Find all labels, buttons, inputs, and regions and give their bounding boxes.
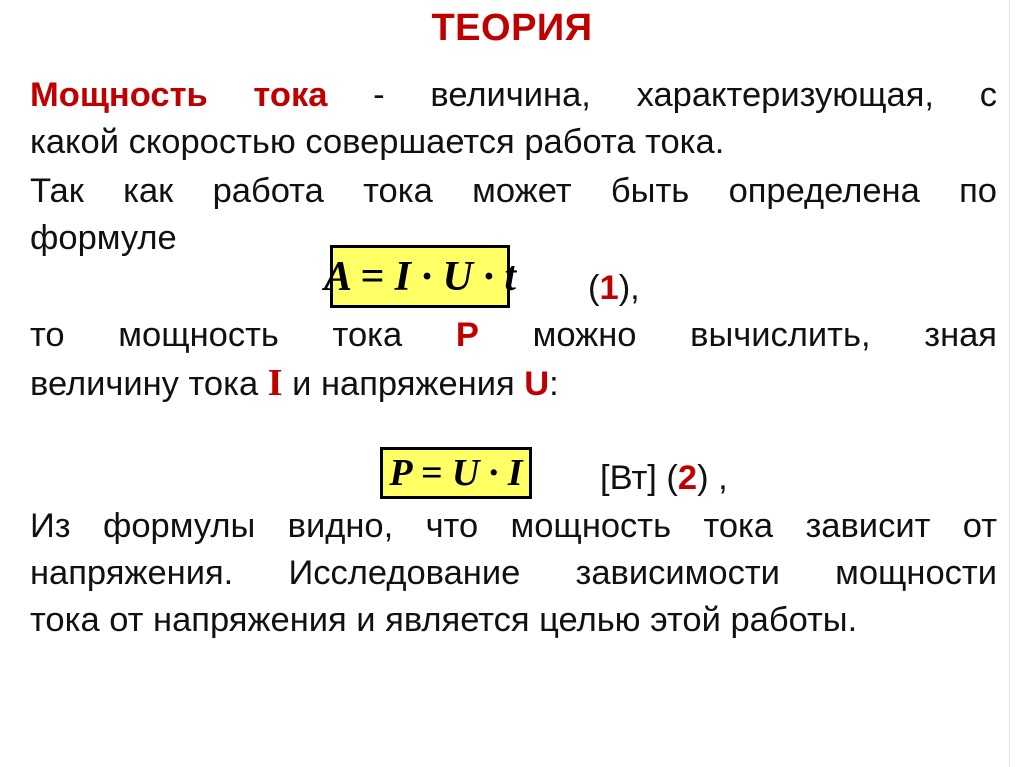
- formula-power: P = U · I: [380, 447, 532, 499]
- line6-part-b: и напряжения: [282, 365, 525, 403]
- eq2-open: (: [656, 459, 678, 497]
- line5-part-a: то мощность тока: [30, 316, 456, 354]
- eq2-number: 2: [677, 459, 698, 497]
- conclusion-line-1: Из формулы видно, что мощность тока зависит от: [30, 507, 997, 545]
- symbol-I: I: [267, 362, 283, 404]
- eq2-close: ) ,: [697, 459, 728, 497]
- equation-number-2: [600, 455, 728, 502]
- slide-title: ТЕОРИЯ: [431, 7, 593, 49]
- line6-part-c: :: [549, 365, 559, 403]
- slide-edge-rule: [1009, 0, 1010, 767]
- paragraph-line-6: [30, 360, 997, 408]
- definition-line-1: [30, 72, 997, 119]
- paragraph-line-4: формуле: [30, 219, 177, 257]
- conclusion-line-2: напряжения. Исследование зависимости мощности: [30, 554, 997, 592]
- formula-work: A = I · U · t: [330, 245, 510, 308]
- definition-line-2: какой скоростью совершается работа тока.: [30, 123, 725, 161]
- symbol-U: U: [524, 365, 550, 403]
- definition-rest: - величина, характеризующая, с: [327, 76, 997, 114]
- equation-number-1: [588, 265, 640, 312]
- line6-part-a: величину тока: [30, 365, 268, 403]
- unit-watt: [Вт]: [600, 459, 657, 497]
- eq1-number: 1: [599, 269, 619, 307]
- term-power: Мощность тока: [30, 76, 328, 114]
- line5-part-b: можно вычислить, зная: [478, 316, 997, 354]
- symbol-P: P: [455, 316, 479, 354]
- paragraph-line-5: [30, 312, 997, 359]
- eq1-close: ),: [618, 269, 640, 307]
- conclusion-line-3: тока от напряжения и является целью этой работы.: [30, 601, 858, 639]
- paragraph-line-3: Так как работа тока может быть определена по: [30, 172, 997, 210]
- eq1-open: (: [588, 269, 600, 307]
